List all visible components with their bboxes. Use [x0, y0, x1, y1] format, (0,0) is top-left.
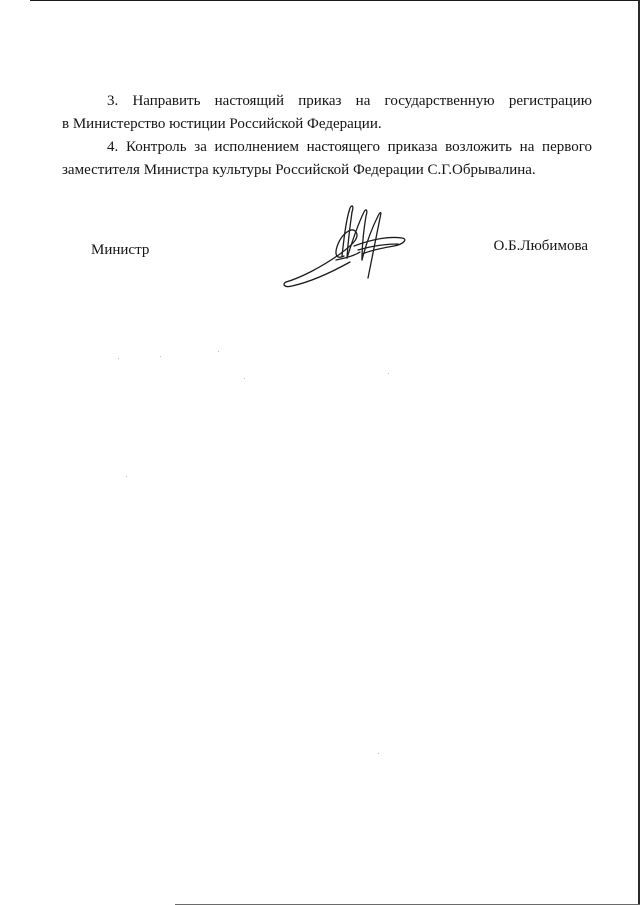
scan-speck [378, 753, 379, 754]
signatory-role: Министр [91, 242, 150, 258]
paragraph-3-line-2: в Министерство юстиции Российской Федерации. [62, 116, 382, 132]
scan-speck [160, 356, 161, 357]
scan-speck [244, 378, 245, 379]
scan-speck [218, 351, 219, 352]
handwritten-signature [280, 198, 410, 290]
scan-speck [388, 373, 389, 374]
paragraph-3 [62, 90, 592, 136]
paragraph-4 [62, 136, 592, 182]
scan-speck [118, 358, 119, 359]
paragraph-4-line-2: заместителя Министра культуры Российской Федерации С.Г.Обрывалина. [62, 162, 536, 178]
scan-speck [126, 476, 127, 477]
scan-edge-top [30, 0, 640, 1]
paragraph-4-line-1: 4. Контроль за исполнением настоящего приказа возложить на первого [107, 139, 592, 155]
signatory-name: О.Б.Любимова [493, 238, 588, 254]
paragraph-3-line-1: 3. Направить настоящий приказ на государственную регистрацию [107, 93, 592, 109]
